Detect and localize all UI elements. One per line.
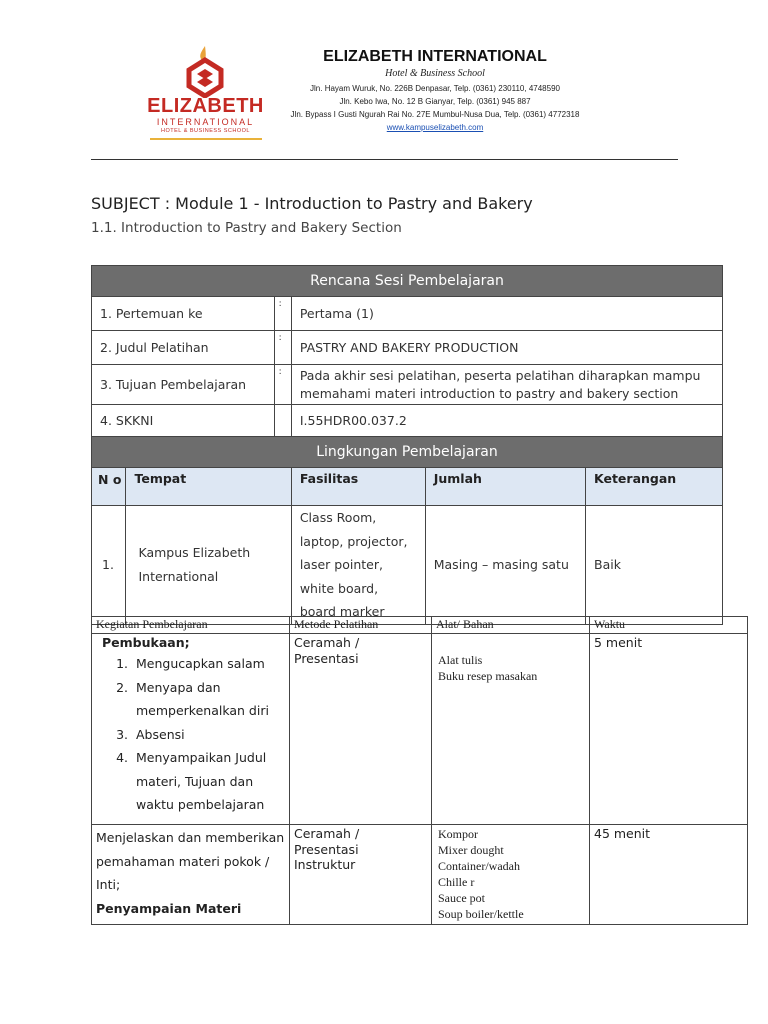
env-col-jumlah: Jumlah (425, 468, 585, 506)
opening-metode-2: Presentasi (294, 651, 359, 666)
school-subtitle: Hotel & Business School (385, 68, 485, 79)
plan-label-3: 3. Tujuan Pembelajaran (92, 365, 275, 405)
website-link[interactable]: www.kampuselizabeth.com (386, 123, 484, 132)
activity-opening (92, 634, 290, 825)
activities-table (91, 616, 747, 925)
opening-metode-1: Ceramah / (294, 635, 360, 650)
env-col-tempat: Tempat (126, 468, 291, 506)
core-metode-2: Presentasi (294, 841, 359, 857)
opening-step-3: 3. Absensi (132, 723, 285, 747)
plan-value-2: PASTRY AND BAKERY PRODUCTION (291, 331, 722, 365)
env-col-keterangan: Keterangan (586, 468, 723, 506)
env-col-no: N o (92, 468, 126, 506)
env-jumlah: Masing – masing satu (425, 506, 585, 625)
env-fasilitas: Class Room, laptop, projector, laser pointer, white board, board marker (291, 506, 425, 625)
opening-alat-2: Buku resep masakan (438, 669, 538, 683)
opening-alat (432, 634, 590, 825)
logo-divider (150, 138, 262, 140)
session-plan-table (91, 265, 723, 625)
header-rule (91, 159, 678, 160)
section-title: 1.1. Introduction to Pastry and Bakery Section (91, 220, 402, 236)
activity-opening-title: Pembukaan; (102, 635, 190, 650)
activities-col-kegiatan: Kegiatan Pembelajaran (92, 617, 290, 634)
school-logo-icon (175, 44, 235, 98)
plan-colon-1: : (274, 297, 291, 331)
plan-colon-3: : (274, 365, 291, 405)
logo-tagline: HOTEL & BUSINESS SCHOOL (161, 128, 250, 134)
plan-label-2: 2. Judul Pelatihan (92, 331, 275, 365)
core-metode (290, 825, 432, 925)
address-line-1: Jln. Hayam Wuruk, No. 226B Denpasar, Telp. (0361) 230110, 4748590 (310, 84, 560, 93)
opening-step-4: 4. Menyampaikan Judul materi, Tujuan dan waktu pembelajaran (132, 746, 285, 817)
logo-subtitle: INTERNATIONAL (156, 117, 255, 127)
subject-title: SUBJECT : Module 1 - Introduction to Pastry and Bakery (91, 194, 533, 213)
opening-step-2: 2. Menyapa dan memperkenalkan diri (132, 676, 285, 723)
core-waktu: 45 menit (590, 825, 748, 925)
activity-core-text: Menjelaskan dan memberikan pemahaman materi pokok / Inti; (96, 830, 285, 892)
core-alat-6: Soup boiler/kettle (438, 907, 524, 921)
opening-alat-1: Alat tulis (438, 653, 483, 667)
core-metode-3: Instruktur (294, 857, 356, 872)
logo-wordmark: ELIZABETH (147, 95, 264, 117)
env-tempat: Kampus Elizabeth International (126, 506, 291, 625)
env-keterangan: Baik (586, 506, 723, 625)
activity-core (92, 825, 290, 925)
activities-col-waktu: Waktu (590, 617, 748, 634)
core-alat-3: Container/wadah (438, 859, 520, 873)
env-col-fasilitas: Fasilitas (291, 468, 425, 506)
core-alat-4: Chille r (438, 875, 475, 889)
activities-col-alat: Alat/ Bahan (432, 617, 590, 634)
core-alat-1: Kompor (438, 827, 478, 841)
core-alat (432, 825, 590, 925)
plan-value-3: Pada akhir sesi pelatihan, peserta pelatihan diharapkan mampu memahami materi introduction to pastry and bakery section (291, 365, 722, 405)
opening-metode (290, 634, 432, 825)
plan-value-4: I.55HDR00.037.2 (291, 405, 722, 437)
plan-header: Rencana Sesi Pembelajaran (92, 266, 723, 297)
activities-col-metode: Metode Pelatihan (290, 617, 432, 634)
plan-colon-4 (274, 405, 291, 437)
plan-value-1: Pertama (1) (291, 297, 722, 331)
plan-colon-2: : (274, 331, 291, 365)
environment-header: Lingkungan Pembelajaran (92, 437, 723, 468)
opening-waktu: 5 menit (590, 634, 748, 825)
plan-label-1: 1. Pertemuan ke (92, 297, 275, 331)
activity-core-bold: Penyampaian Materi (96, 900, 242, 916)
plan-label-4: 4. SKKNI (92, 405, 275, 437)
address-line-3: Jln. Bypass I Gusti Ngurah Rai No. 27E Mumbul-Nusa Dua, Telp. (0361) 4772318 (290, 110, 580, 119)
address-line-2: Jln. Kebo Iwa, No. 12 B Gianyar, Telp. (0361) 945 887 (339, 97, 531, 106)
core-alat-2: Mixer dought (438, 843, 504, 857)
school-name: ELIZABETH INTERNATIONAL (323, 48, 547, 65)
core-metode-1: Ceramah / (294, 826, 360, 841)
opening-step-1: 1. Mengucapkan salam (132, 652, 285, 676)
env-no: 1. (92, 506, 126, 625)
core-alat-5: Sauce pot (438, 891, 485, 905)
